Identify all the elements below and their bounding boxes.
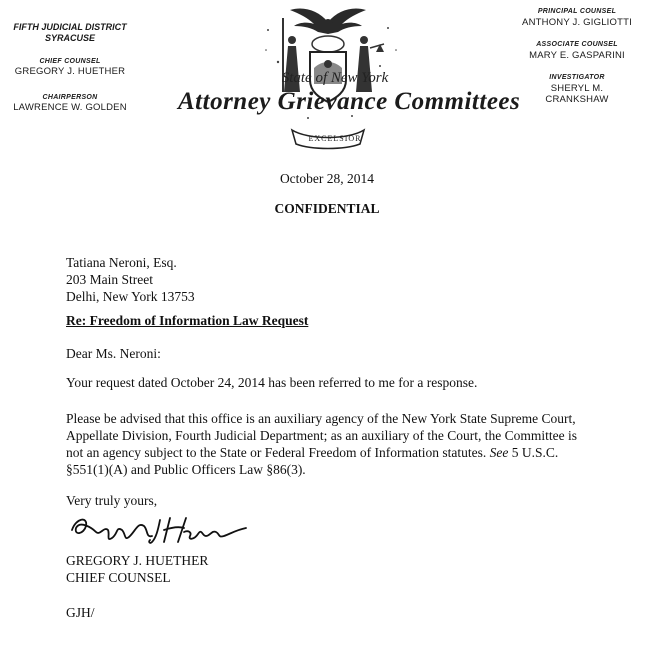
subject-text: Re: Freedom of Information Law Request xyxy=(66,313,309,328)
committee-title: Attorney Grievance Committees xyxy=(178,88,521,115)
investigator-name: SHERYL M. CRANKSHAW xyxy=(545,83,609,105)
recipient-city: Delhi, New York 13753 xyxy=(66,289,195,304)
typist-initials: GJH/ xyxy=(66,605,95,620)
closing: Very truly yours, xyxy=(66,493,158,508)
chairperson-role: CHAIRPERSON xyxy=(42,94,98,101)
chief-counsel-role: CHIEF COUNSEL xyxy=(39,58,101,65)
district-line2: SYRACUSE xyxy=(44,33,95,43)
recipient-address xyxy=(66,254,195,305)
handwritten-signature xyxy=(66,508,256,548)
paragraph-1: Your request dated October 24, 2014 has been referred to me for a response. xyxy=(66,375,478,390)
paragraph-2-line-3-b: 5 U.S.C. xyxy=(511,445,559,460)
principal-counsel-role: PRINCIPAL COUNSEL xyxy=(537,8,617,15)
signer-title: CHIEF COUNSEL xyxy=(66,570,171,585)
paragraph-2-line-3 xyxy=(66,444,646,461)
see-citation-signal: See xyxy=(489,445,509,460)
district-line1: FIFTH JUDICIAL DISTRICT xyxy=(13,22,127,32)
confidential-label: CONFIDENTIAL xyxy=(274,201,380,216)
district-name xyxy=(10,22,130,44)
recipient-name: Tatiana Neroni, Esq. xyxy=(66,255,177,270)
paragraph-2-line-4: §551(1)(A) and Public Officers Law §86(3). xyxy=(66,462,306,477)
paragraph-2-line-2: Appellate Division, Fourth Judicial Department; as an auxiliary of the Court, the Committee is xyxy=(66,428,578,443)
paragraph-2 xyxy=(66,410,646,478)
chief-counsel-name: GREGORY J. HUETHER xyxy=(14,66,126,77)
associate-counsel-name: MARY E. GASPARINI xyxy=(529,50,625,61)
paragraph-2-line-3-a: not an agency subject to the State or Federal Freedom of Information statutes. xyxy=(66,445,487,460)
chairperson-name: LAWRENCE W. GOLDEN xyxy=(13,102,127,113)
seal-motto: EXCELSIOR xyxy=(308,134,362,143)
signer-name: GREGORY J. HUETHER xyxy=(66,553,209,568)
letter-date: October 28, 2014 xyxy=(279,171,375,186)
signer-block xyxy=(66,552,208,586)
eagle-icon xyxy=(290,9,366,35)
associate-counsel-role: ASSOCIATE COUNSEL xyxy=(536,41,618,48)
principal-counsel-name: ANTHONY J. GIGLIOTTI xyxy=(522,17,632,28)
seal-state-name: State of New York xyxy=(281,70,389,86)
investigator-role: INVESTIGATOR xyxy=(549,74,605,81)
paragraph-2-line-1: Please be advised that this office is an auxiliary agency of the New York State Supreme Court, xyxy=(66,411,576,426)
recipient-street: 203 Main Street xyxy=(66,272,153,287)
salutation: Dear Ms. Neroni: xyxy=(66,346,161,361)
subject-line xyxy=(66,312,308,329)
